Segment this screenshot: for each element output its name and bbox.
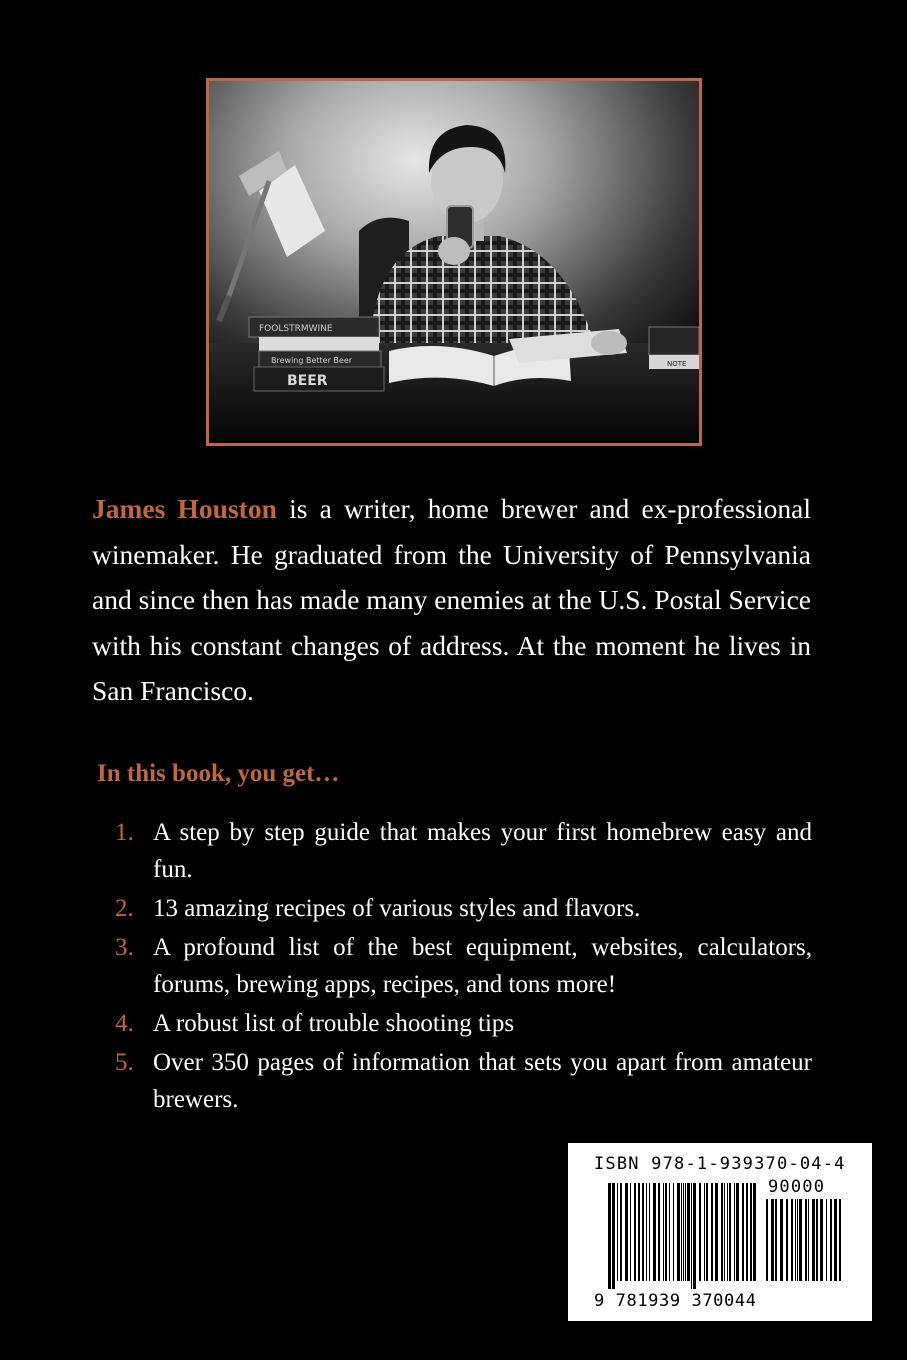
barcode-bar xyxy=(630,1183,631,1281)
features-list xyxy=(112,814,812,1120)
barcode-bar xyxy=(687,1183,690,1281)
ean-barcode-bars xyxy=(608,1183,760,1289)
list-item-text: Over 350 pages of information that sets you apart from amateur brewers. xyxy=(153,1049,812,1113)
barcode-bar xyxy=(685,1183,686,1281)
barcode-bar xyxy=(681,1183,682,1281)
list-item xyxy=(112,890,812,927)
price-code: 90000 xyxy=(768,1177,826,1197)
barcode-bar xyxy=(791,1199,793,1281)
barcode-bar xyxy=(750,1183,752,1281)
barcode-bar xyxy=(646,1183,647,1281)
author-photo-image xyxy=(209,81,699,443)
barcode-bar xyxy=(715,1183,718,1281)
barcode-bar xyxy=(653,1183,656,1281)
list-item-text: A profound list of the best equipment, websites, calculators, forums, brewing apps, recipes, and tons more! xyxy=(153,934,812,998)
svg-text:BEER: BEER xyxy=(287,373,328,389)
barcode-bar xyxy=(677,1183,680,1281)
barcode-bar xyxy=(780,1199,783,1281)
barcode-bar xyxy=(808,1199,809,1281)
barcode-bar xyxy=(834,1199,837,1281)
barcode-bar xyxy=(669,1183,670,1281)
barcode-bar xyxy=(734,1183,735,1281)
barcode-bar xyxy=(683,1183,684,1281)
barcode-bar xyxy=(766,1199,768,1281)
barcode-bar xyxy=(634,1183,636,1281)
list-item-number: 5. xyxy=(115,1049,134,1076)
barcode-bar xyxy=(729,1183,731,1281)
list-item xyxy=(112,929,812,1003)
list-item-text: A step by step guide that makes your first homebrew easy and fun. xyxy=(153,819,812,883)
book-stack xyxy=(249,317,384,391)
barcode-bar xyxy=(786,1199,788,1281)
barcode-bar xyxy=(721,1183,723,1281)
ean-digits: 9 781939 370044 xyxy=(594,1291,757,1311)
barcode-bar xyxy=(620,1183,622,1281)
barcode-bar xyxy=(625,1183,628,1281)
author-photo xyxy=(206,78,702,446)
barcode-bar xyxy=(805,1199,807,1281)
svg-text:Brewing Better Beer: Brewing Better Beer xyxy=(271,356,353,365)
author-name: James Houston xyxy=(92,493,277,524)
barcode-bar xyxy=(711,1183,713,1281)
barcode-bar xyxy=(797,1199,798,1281)
svg-text:NOTE: NOTE xyxy=(667,360,687,368)
barcode-bar xyxy=(673,1183,674,1281)
barcode-bar xyxy=(706,1183,708,1281)
list-item xyxy=(112,814,812,888)
barcode-bar xyxy=(816,1199,818,1281)
barcode-bar xyxy=(691,1183,692,1289)
barcode-bar xyxy=(704,1183,705,1281)
barcode-bar xyxy=(771,1199,774,1281)
features-heading: In this book, you get… xyxy=(97,760,340,787)
barcode-bar xyxy=(649,1183,650,1281)
barcode-bar xyxy=(736,1183,739,1281)
barcode-bar xyxy=(727,1183,728,1281)
barcode-bar xyxy=(608,1183,611,1289)
barcode-bar xyxy=(839,1199,841,1281)
barcode-bar xyxy=(753,1183,756,1281)
barcode-bar xyxy=(642,1183,644,1281)
barcode-bar xyxy=(826,1199,827,1281)
barcode-bar xyxy=(665,1183,667,1281)
barcode-bar xyxy=(746,1183,748,1281)
barcode-bar xyxy=(812,1199,815,1281)
barcode-bar xyxy=(693,1183,696,1289)
list-item-text: 13 amazing recipes of various styles and flavors. xyxy=(153,895,641,922)
svg-text:FOOLSTRMWINE: FOOLSTRMWINE xyxy=(259,324,333,334)
barcode-bar xyxy=(638,1183,640,1281)
author-bio xyxy=(92,486,811,714)
isbn-barcode xyxy=(568,1143,872,1321)
list-item-number: 1. xyxy=(115,819,134,846)
list-item-number: 2. xyxy=(115,895,134,922)
barcode-bar xyxy=(799,1199,802,1281)
barcode-bar xyxy=(617,1183,618,1281)
author-bio-text: is a writer, home brewer and ex-professional winemaker. He graduated from the University of Pennsylvania and since then has made many enemies at the U.S. Postal Service with his constant changes of address. At the moment he lives in San Francisco. xyxy=(92,493,811,707)
list-item-number: 3. xyxy=(115,934,134,961)
barcode-bar xyxy=(612,1183,615,1289)
list-item-number: 4. xyxy=(115,1010,134,1037)
list-item-text: A robust list of trouble shooting tips xyxy=(153,1010,515,1037)
barcode-bar xyxy=(795,1199,796,1281)
barcode-bar xyxy=(724,1183,725,1281)
addon-barcode-bars xyxy=(766,1199,844,1289)
isbn-number: ISBN 978-1-939370-04-4 xyxy=(594,1154,846,1174)
barcode-bar xyxy=(775,1199,777,1281)
barcode-bar xyxy=(663,1183,664,1281)
barcode-bar xyxy=(742,1183,744,1281)
barcode-bar xyxy=(699,1183,701,1281)
barcode-bar xyxy=(820,1199,823,1281)
list-item xyxy=(112,1044,812,1118)
list-item xyxy=(112,1005,812,1042)
barcode-bar xyxy=(830,1199,832,1281)
barcode-bar xyxy=(658,1183,660,1281)
